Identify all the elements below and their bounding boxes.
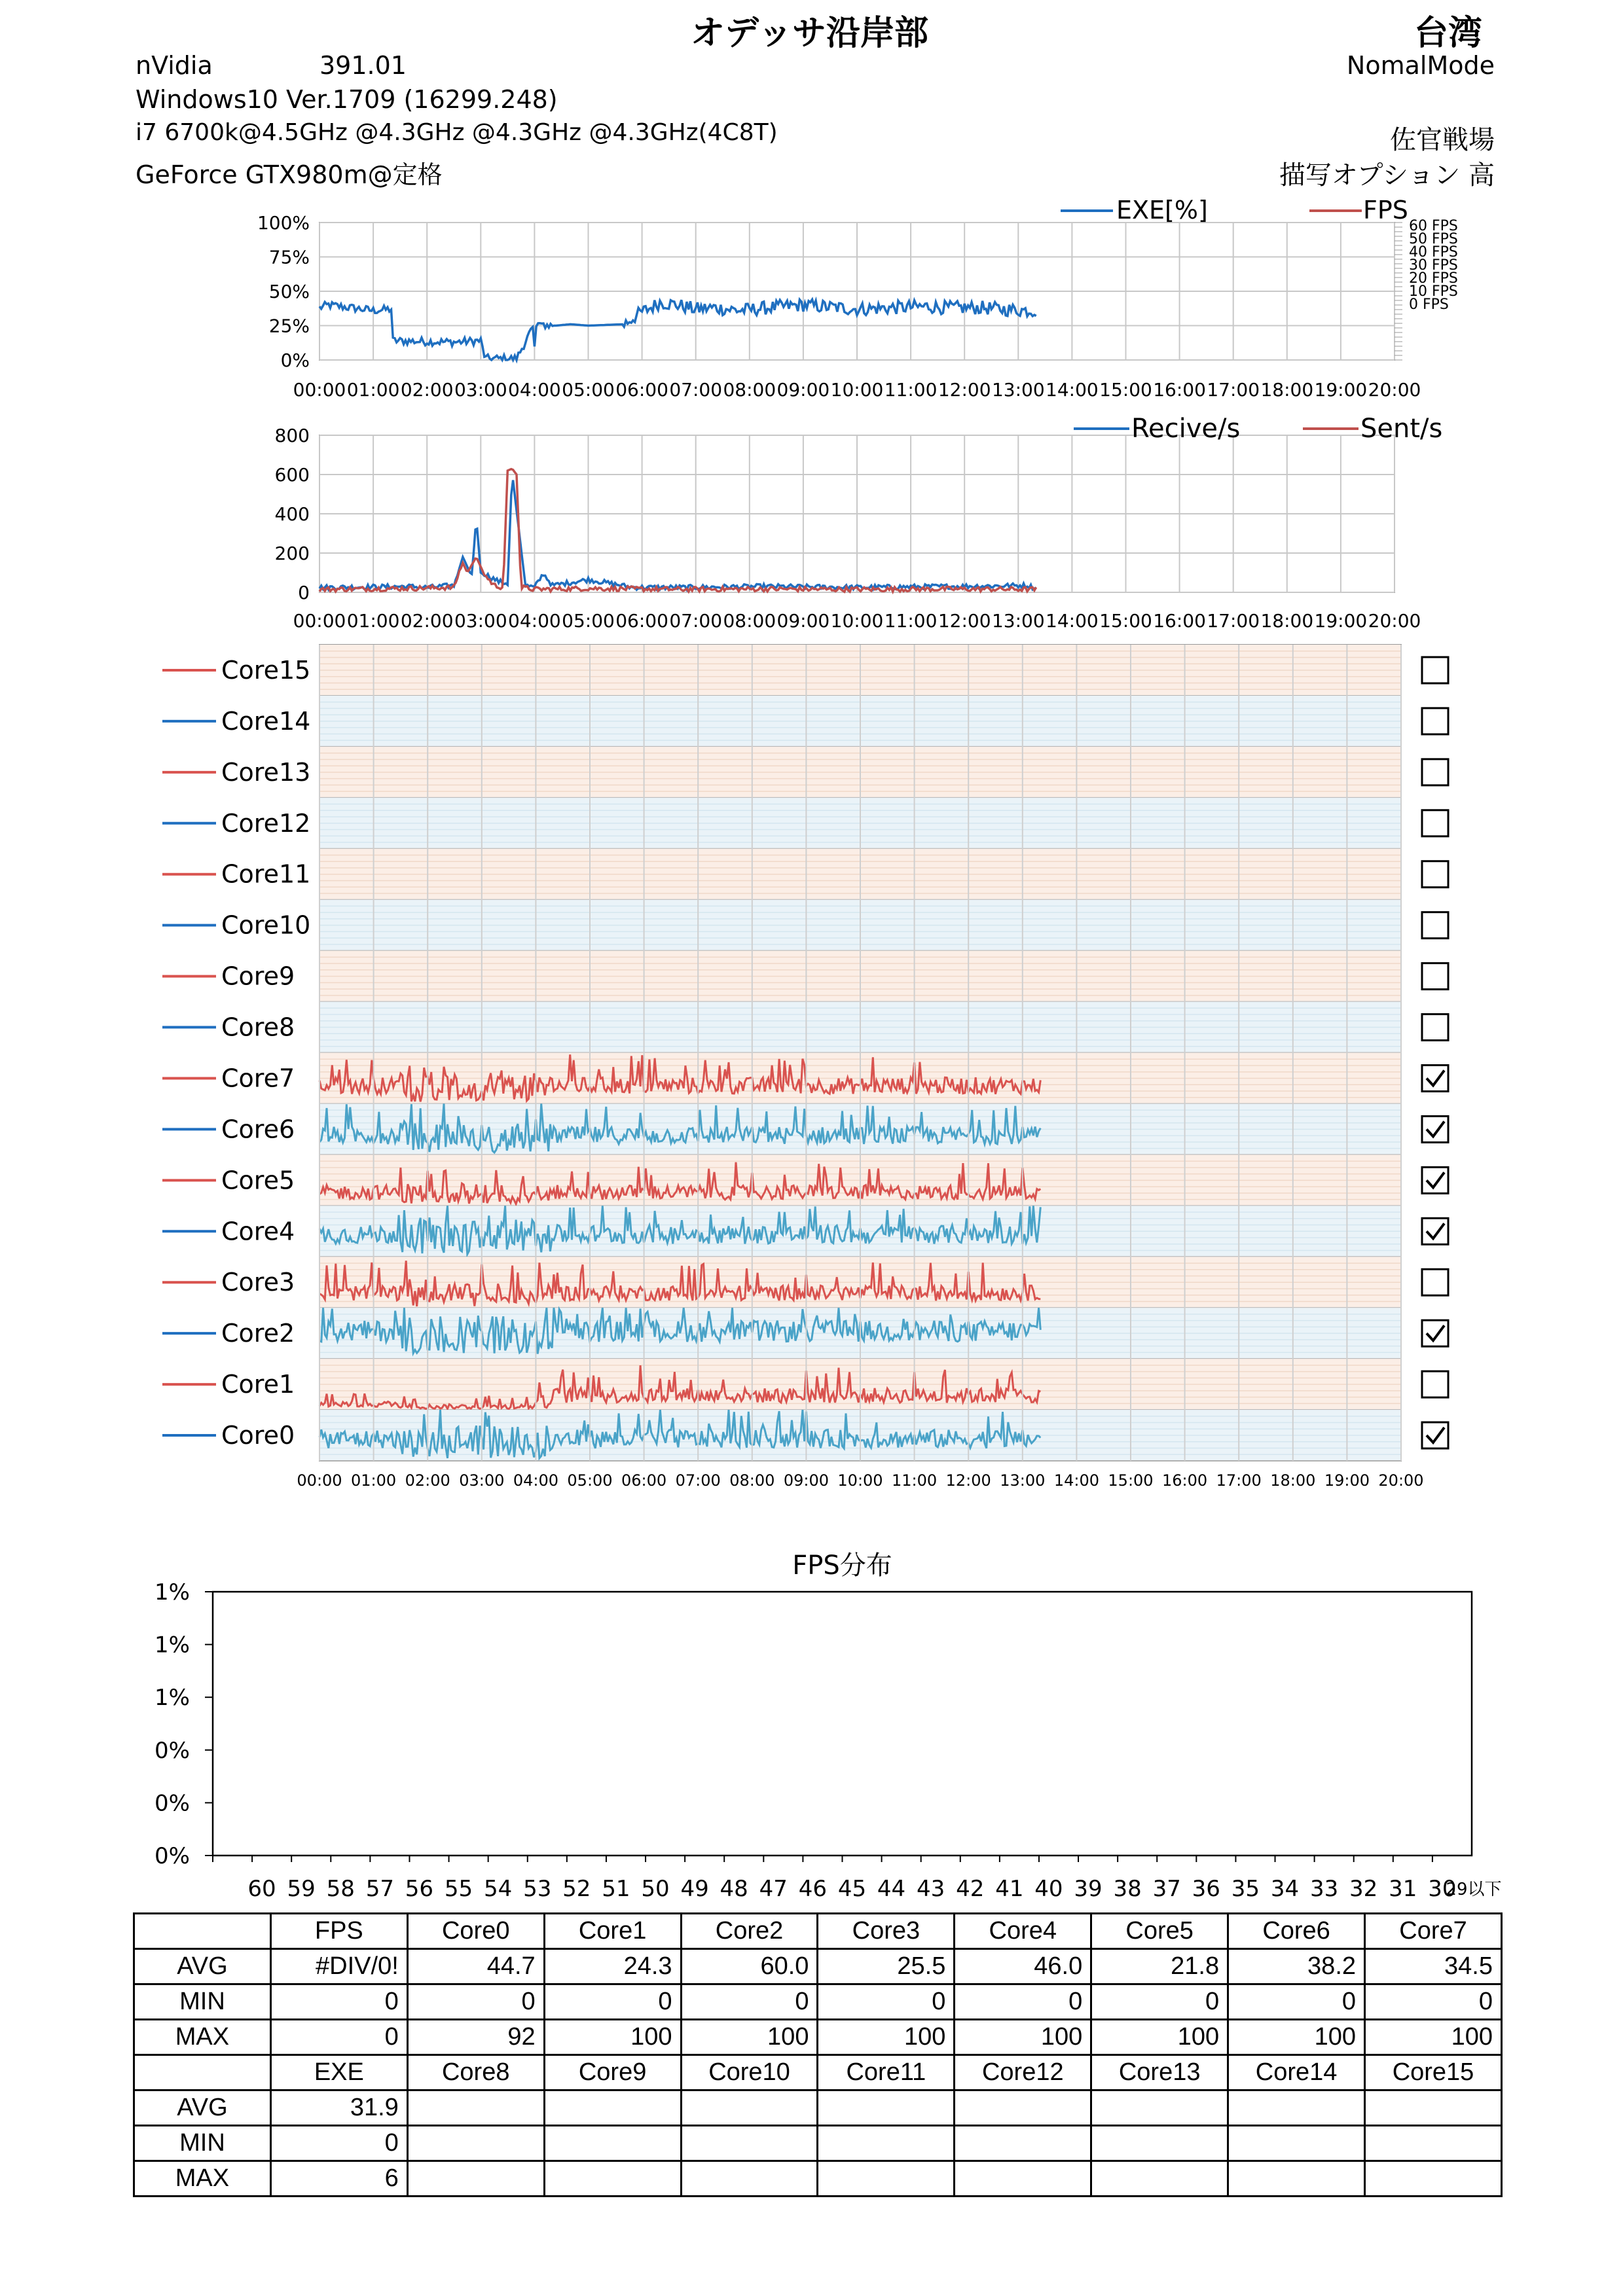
net-x-tick-label: 16:00 <box>1153 610 1206 632</box>
exe-x-tick-label: 07:00 <box>669 379 723 401</box>
core-checkbox <box>1422 657 1448 683</box>
fps-dist-x-tick-label: 39 <box>1074 1876 1103 1902</box>
exe-x-tick-label: 04:00 <box>508 379 561 401</box>
stats-header-cell: Core9 <box>544 2055 681 2090</box>
stats-header-cell: Core3 <box>818 1914 955 1949</box>
sent-legend-label: Sent/s <box>1360 414 1443 444</box>
core-legend-label: Core15 <box>221 655 311 685</box>
core-checkbox <box>1422 963 1448 990</box>
stats-header-cell: Core7 <box>1365 1914 1502 1949</box>
stats-cell <box>1228 2161 1365 2197</box>
stats-cell <box>1365 2090 1502 2126</box>
stats-cell: 0 <box>270 2126 407 2161</box>
fps-dist-x-tick-label: 38 <box>1113 1876 1142 1902</box>
stats-header-cell: Core13 <box>1091 2055 1228 2090</box>
core-legend-label: Core1 <box>221 1370 295 1399</box>
exe-y-tick-label: 50% <box>268 281 310 302</box>
stats-cell: 100 <box>955 2020 1091 2055</box>
fps-y-tick-label: 60 FPS <box>1409 218 1458 234</box>
stats-cell: 0 <box>1091 1984 1228 2020</box>
stats-cell: 44.7 <box>407 1949 544 1984</box>
stats-cell: 0 <box>818 1984 955 2020</box>
stats-row <box>134 2161 1502 2197</box>
stats-header-cell: Core6 <box>1228 1914 1365 1949</box>
stats-header-cell: Core2 <box>681 1914 818 1949</box>
stats-cell <box>681 2126 818 2161</box>
stats-cell: 38.2 <box>1228 1949 1365 1984</box>
fps-dist-y-tick-label: 0% <box>155 1843 190 1869</box>
core-x-tick-label: 12:00 <box>945 1471 991 1490</box>
exe-y-tick-label: 25% <box>268 315 310 337</box>
net-x-tick-label: 02:00 <box>400 610 454 632</box>
core-x-tick-label: 15:00 <box>1108 1471 1154 1490</box>
fps-dist-x-tick-label: 40 <box>1034 1876 1063 1902</box>
net-x-tick-label: 01:00 <box>346 610 400 632</box>
core-legend-label: Core9 <box>221 961 295 991</box>
stats-cell <box>1228 2126 1365 2161</box>
net-x-tick-label: 00:00 <box>293 610 346 632</box>
net-x-tick-label: 12:00 <box>938 610 991 632</box>
core-legend-label: Core12 <box>221 808 311 838</box>
net-x-tick-label: 04:00 <box>508 610 561 632</box>
stats-row <box>134 2126 1502 2161</box>
stats-table <box>133 1912 1503 2197</box>
stats-cell: 100 <box>544 2020 681 2055</box>
core-x-tick-label: 11:00 <box>892 1471 938 1490</box>
stats-cell <box>955 2126 1091 2161</box>
core-checkbox <box>1422 810 1448 836</box>
exe-x-tick-label: 17:00 <box>1207 379 1260 401</box>
stats-cell <box>544 2090 681 2126</box>
stats-header-cell: Core11 <box>818 2055 955 2090</box>
net-x-tick-label: 13:00 <box>991 610 1045 632</box>
server-label: 台湾 <box>1414 14 1483 53</box>
core-checkbox <box>1422 759 1448 785</box>
net-y-tick-label: 0 <box>298 582 310 603</box>
stats-cell <box>818 2161 955 2197</box>
stats-cell: 0 <box>544 1984 681 2020</box>
net-x-tick-label: 11:00 <box>884 610 938 632</box>
exe-x-tick-label: 09:00 <box>776 379 830 401</box>
fps-dist-x-tick-label: 37 <box>1152 1876 1181 1902</box>
fps-dist-x-tick-label: 57 <box>365 1876 394 1902</box>
stats-header-cell: Core10 <box>681 2055 818 2090</box>
fps-dist-x-tick-label: 55 <box>444 1876 473 1902</box>
stats-cell: 21.8 <box>1091 1949 1228 1984</box>
core-x-tick-label: 00:00 <box>297 1471 342 1490</box>
net-x-tick-label: 17:00 <box>1207 610 1260 632</box>
net-x-tick-label: 14:00 <box>1046 610 1099 632</box>
stats-cell: AVG <box>134 2090 271 2126</box>
fps-dist-x-tick-label: 30 <box>1428 1876 1457 1902</box>
exe-x-tick-label: 12:00 <box>938 379 991 401</box>
exe-x-tick-label: 06:00 <box>615 379 668 401</box>
exe-y-tick-label: 0% <box>280 350 310 371</box>
net-x-tick-label: 07:00 <box>669 610 723 632</box>
stats-cell <box>1228 2090 1365 2126</box>
core-checkbox <box>1422 1218 1448 1244</box>
fps-dist-x-tick-label: 54 <box>483 1876 513 1902</box>
fps-dist-x-tick-label: 50 <box>641 1876 670 1902</box>
exe-x-tick-label: 08:00 <box>723 379 776 401</box>
fps-y-tick-label: 40 FPS <box>1409 244 1458 260</box>
stats-cell <box>1091 2090 1228 2126</box>
stats-cell: 92 <box>407 2020 544 2055</box>
stats-cell <box>681 2090 818 2126</box>
fps-dist-x-tick-label: 51 <box>602 1876 630 1902</box>
stats-row <box>134 2090 1502 2126</box>
stats-cell: 24.3 <box>544 1949 681 1984</box>
core-checkbox <box>1422 1371 1448 1397</box>
stats-cell <box>1365 2126 1502 2161</box>
exe-x-tick-label: 14:00 <box>1046 379 1099 401</box>
net-x-tick-label: 15:00 <box>1099 610 1152 632</box>
net-x-tick-label: 08:00 <box>723 610 776 632</box>
exe-x-tick-label: 10:00 <box>830 379 884 401</box>
stats-cell: 100 <box>818 2020 955 2055</box>
stats-cell: 6 <box>270 2161 407 2197</box>
fps-y-tick-label: 0 FPS <box>1409 296 1449 313</box>
gpu-label: GeForce GTX980m@定格 <box>136 160 443 189</box>
core-checkbox <box>1422 1422 1448 1448</box>
core-checkbox <box>1422 708 1448 734</box>
os-label: Windows10 Ver.1709 (16299.248) <box>136 85 558 114</box>
stats-cell: MAX <box>134 2161 271 2197</box>
stats-cell: 100 <box>1091 2020 1228 2055</box>
mode-label: NomalMode <box>1346 51 1495 80</box>
stats-cell <box>544 2126 681 2161</box>
stats-cell <box>681 2161 818 2197</box>
fps-dist-x-tick-label: 43 <box>917 1876 945 1902</box>
core-legend-label: Core8 <box>221 1013 295 1042</box>
core-x-tick-label: 18:00 <box>1270 1471 1316 1490</box>
fps-dist-x-tick-label: 58 <box>326 1876 355 1902</box>
fps-dist-x-tick-label: 46 <box>798 1876 827 1902</box>
cpu-label: i7 6700k@4.5GHz @4.3GHz @4.3GHz @4.3GHz(4C8T) <box>136 119 778 146</box>
fps-dist-plot-area <box>213 1592 1472 1856</box>
core-x-tick-label: 16:00 <box>1162 1471 1208 1490</box>
fps-dist-title: FPS分布 <box>792 1551 892 1581</box>
exe-y-tick-label: 75% <box>268 246 310 268</box>
stats-cell: 0 <box>681 1984 818 2020</box>
net-x-tick-label: 19:00 <box>1314 610 1368 632</box>
core-x-tick-label: 19:00 <box>1324 1471 1370 1490</box>
exe-x-tick-label: 05:00 <box>562 379 615 401</box>
stats-cell <box>544 2161 681 2197</box>
stats-header-cell: Core0 <box>407 1914 544 1949</box>
stats-cell <box>1091 2126 1228 2161</box>
core-legend-label: Core14 <box>221 706 311 736</box>
fps-dist-x-tick-label: 53 <box>523 1876 552 1902</box>
stats-cell: 31.9 <box>270 2090 407 2126</box>
stats-cell: 100 <box>1228 2020 1365 2055</box>
fps-dist-x-tick-label: 59 <box>287 1876 316 1902</box>
core-checkbox <box>1422 861 1448 888</box>
stats-cell <box>955 2090 1091 2126</box>
fps-dist-x-tick-label: 48 <box>720 1876 748 1902</box>
fps-dist-x-tick-label: 52 <box>562 1876 591 1902</box>
exe-x-tick-label: 19:00 <box>1314 379 1368 401</box>
core-checkbox <box>1422 1167 1448 1193</box>
net-x-tick-label: 05:00 <box>562 610 615 632</box>
core-x-tick-label: 13:00 <box>1000 1471 1046 1490</box>
stats-cell <box>1091 2161 1228 2197</box>
core-x-tick-label: 03:00 <box>459 1471 505 1490</box>
stats-cell: 60.0 <box>681 1949 818 1984</box>
stats-header-row <box>134 2055 1502 2090</box>
net-x-tick-label: 06:00 <box>615 610 668 632</box>
stats-cell: 34.5 <box>1365 1949 1502 1984</box>
net-x-tick-label: 03:00 <box>454 610 507 632</box>
fps-dist-x-tick-label: 42 <box>956 1876 985 1902</box>
stats-cell: 0 <box>270 1984 407 2020</box>
core-x-tick-label: 09:00 <box>783 1471 829 1490</box>
exe-x-tick-label: 13:00 <box>991 379 1045 401</box>
gpu-vendor: nVidia <box>136 51 213 80</box>
fps-dist-x-tick-label: 45 <box>837 1876 867 1902</box>
core-legend-label: Core13 <box>221 757 311 787</box>
stats-cell: #DIV/0! <box>270 1949 407 1984</box>
core-checkbox <box>1422 1116 1448 1142</box>
stats-cell: MIN <box>134 2126 271 2161</box>
fps-dist-y-tick-label: 1% <box>155 1685 190 1712</box>
stats-cell: 25.5 <box>818 1949 955 1984</box>
net-y-tick-label: 400 <box>274 503 310 525</box>
stats-cell <box>1365 2161 1502 2197</box>
core-legend-label: Core0 <box>221 1421 295 1450</box>
exe-x-tick-label: 15:00 <box>1099 379 1152 401</box>
fps-y-tick-label: 20 FPS <box>1409 270 1458 287</box>
core-x-tick-label: 06:00 <box>621 1471 667 1490</box>
fps-dist-y-tick-label: 1% <box>155 1632 190 1659</box>
core-x-tick-label: 20:00 <box>1378 1471 1424 1490</box>
stats-header-cell: Core4 <box>955 1914 1091 1949</box>
stats-header-cell <box>134 2055 271 2090</box>
fps-dist-y-tick-label: 0% <box>155 1790 190 1817</box>
net-x-tick-label: 20:00 <box>1368 610 1421 632</box>
net-y-tick-label: 600 <box>274 464 310 486</box>
exe-x-tick-label: 01:00 <box>346 379 400 401</box>
core-legend-label: Core6 <box>221 1115 295 1144</box>
exe-x-tick-label: 16:00 <box>1153 379 1206 401</box>
fps-dist-x-tick-label: 32 <box>1349 1876 1378 1902</box>
stats-cell: 0 <box>1365 1984 1502 2020</box>
core-x-tick-label: 02:00 <box>405 1471 450 1490</box>
fps-y-tick-label: 10 FPS <box>1409 283 1458 300</box>
stats-header-row <box>134 1914 1502 1949</box>
stats-cell: 100 <box>1365 2020 1502 2055</box>
fps-dist-x-tick-label: 31 <box>1389 1876 1417 1902</box>
stats-cell <box>407 2161 544 2197</box>
core-x-tick-label: 10:00 <box>837 1471 883 1490</box>
stats-row <box>134 2020 1502 2055</box>
core-x-tick-label: 07:00 <box>675 1471 721 1490</box>
exe-x-tick-label: 02:00 <box>400 379 454 401</box>
stats-cell <box>407 2090 544 2126</box>
stats-header-cell <box>134 1914 271 1949</box>
stats-header-cell: Core8 <box>407 2055 544 2090</box>
stats-row <box>134 1949 1502 1984</box>
exe-x-tick-label: 00:00 <box>293 379 346 401</box>
fps-dist-x-tick-label: 29以下 <box>1446 1880 1502 1899</box>
core-legend-label: Core10 <box>221 910 311 940</box>
core-checkbox <box>1422 1320 1448 1346</box>
fps-dist-x-tick-label: 33 <box>1309 1876 1339 1902</box>
exe-x-tick-label: 20:00 <box>1368 379 1421 401</box>
core-legend-label: Core11 <box>221 859 311 889</box>
core-x-tick-label: 05:00 <box>567 1471 613 1490</box>
core-checkbox <box>1422 1065 1448 1091</box>
core-checkbox <box>1422 1014 1448 1041</box>
core-x-tick-label: 17:00 <box>1216 1471 1262 1490</box>
net-x-tick-label: 09:00 <box>776 610 830 632</box>
stats-header-cell: Core15 <box>1365 2055 1502 2090</box>
fps-dist-x-tick-label: 34 <box>1270 1876 1300 1902</box>
page-title: オデッサ沿岸部 <box>691 14 928 53</box>
fps-y-tick-label: 30 FPS <box>1409 257 1458 274</box>
stats-cell: 0 <box>1228 1984 1365 2020</box>
net-y-tick-label: 200 <box>274 543 310 564</box>
fps-legend-label: FPS <box>1363 196 1408 224</box>
core-checkbox <box>1422 1269 1448 1295</box>
recive-legend-label: Recive/s <box>1131 414 1241 444</box>
stats-cell <box>818 2126 955 2161</box>
core-legend-label: Core5 <box>221 1166 295 1195</box>
stats-cell: 46.0 <box>955 1949 1091 1984</box>
exe-legend-label: EXE[%] <box>1116 196 1208 224</box>
fps-dist-x-tick-label: 36 <box>1192 1876 1220 1902</box>
stats-header-cell: EXE <box>270 2055 407 2090</box>
stats-cell: 0 <box>270 2020 407 2055</box>
fps-dist-y-tick-label: 1% <box>155 1579 190 1605</box>
net-x-tick-label: 10:00 <box>830 610 884 632</box>
core-x-tick-label: 01:00 <box>351 1471 397 1490</box>
core-legend-label: Core4 <box>221 1217 295 1246</box>
fps-dist-y-tick-label: 0% <box>155 1737 190 1764</box>
exe-x-tick-label: 03:00 <box>454 379 507 401</box>
driver-version: 391.01 <box>319 51 407 80</box>
fps-dist-x-tick-label: 41 <box>995 1876 1024 1902</box>
stats-header-cell: Core1 <box>544 1914 681 1949</box>
fps-dist-x-tick-label: 47 <box>759 1876 788 1902</box>
core-legend-label: Core7 <box>221 1064 295 1093</box>
stats-cell: MAX <box>134 2020 271 2055</box>
stats-cell: 0 <box>407 1984 544 2020</box>
fps-y-tick-label: 50 FPS <box>1409 231 1458 247</box>
exe-x-tick-label: 11:00 <box>884 379 938 401</box>
net-y-tick-label: 800 <box>274 425 310 446</box>
map-label: 佐官戦場 <box>1390 125 1495 155</box>
exe-y-tick-label: 100% <box>257 212 310 234</box>
stats-header-cell: FPS <box>270 1914 407 1949</box>
stats-cell <box>955 2161 1091 2197</box>
exe-x-tick-label: 18:00 <box>1260 379 1314 401</box>
core-legend-label: Core2 <box>221 1319 295 1348</box>
core-x-tick-label: 14:00 <box>1053 1471 1099 1490</box>
core-legend-label: Core3 <box>221 1268 295 1297</box>
stats-header-cell: Core14 <box>1228 2055 1365 2090</box>
stats-row <box>134 1984 1502 2020</box>
stats-cell: 100 <box>681 2020 818 2055</box>
core-x-tick-label: 04:00 <box>513 1471 558 1490</box>
fps-dist-x-tick-label: 56 <box>405 1876 434 1902</box>
option-label: 描写オプション 高 <box>1279 160 1495 190</box>
stats-cell <box>407 2126 544 2161</box>
stats-header-cell: Core5 <box>1091 1914 1228 1949</box>
fps-dist-x-tick-label: 60 <box>247 1876 276 1902</box>
stats-cell <box>818 2090 955 2126</box>
fps-dist-x-tick-label: 49 <box>680 1876 709 1902</box>
stats-cell: 0 <box>955 1984 1091 2020</box>
fps-dist-x-tick-label: 35 <box>1231 1876 1260 1902</box>
stats-cell: MIN <box>134 1984 271 2020</box>
net-x-tick-label: 18:00 <box>1260 610 1314 632</box>
stats-cell: AVG <box>134 1949 271 1984</box>
core-checkbox <box>1422 912 1448 939</box>
stats-header-cell: Core12 <box>955 2055 1091 2090</box>
core-x-tick-label: 08:00 <box>729 1471 775 1490</box>
fps-dist-x-tick-label: 44 <box>877 1876 906 1902</box>
